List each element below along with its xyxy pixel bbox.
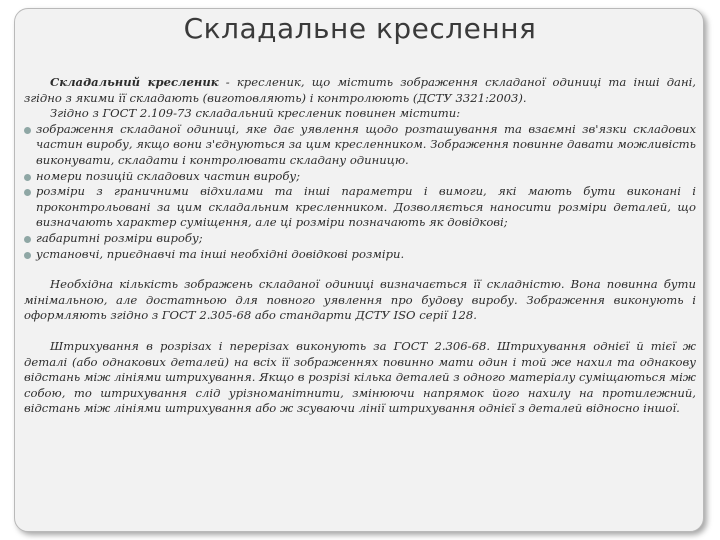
slide-content (24, 75, 696, 417)
hatching-paragraph: Штрихування в розрізах і перерізах виконують за ГОСТ 2.306-68. Штрихування однієї й тієї ж деталі (або однакових деталей) на всіх її зображеннях повинно мати один і той же нахил та однакову відстань між лініями штрихування. Якщо в розрізі кілька деталей з одного матеріалу суміщаються між собою, то штрихування слід урізноманітнити, змінюючи напрямок його нахилу на протилежний, відстань між лініями штрихування або ж зсуваючи лінії штрихування однієї з деталей відносно іншої. (24, 338, 696, 416)
requirement-item: зображення складаної одиниці, яке дає уявлення щодо розташування та взаємні зв'язки складових частин виробу, якщо вони з'єднуються за цим кресленником. Зображення повинне давати можливість виконувати, складати і контролювати складану одиницю. (24, 122, 696, 169)
bullet-icon (24, 127, 31, 134)
bullet-icon (24, 252, 31, 259)
requirement-item: габаритні розміри виробу; (24, 231, 696, 247)
requirement-item: установчі, приєднавчі та інші необхідні довідкові розміри. (24, 247, 696, 263)
requirements-intro: Згідно з ГОСТ 2.109-73 складальний кресленик повинен містити: (50, 106, 461, 121)
definition-term: Складальний кресленик (50, 75, 219, 89)
slide-title: Складальне креслення (183, 12, 537, 45)
requirements-list (24, 122, 696, 262)
requirement-item: розміри з граничними відхилами та інші параметри і вимоги, які мають бути виконані і проконтрольовані за цим складальним кресленником. Дозволяється наносити розміри деталей, що визначають характер суміщення, але ці розміри позначають як довідкові; (24, 184, 696, 231)
views-paragraph: Необхідна кількість зображень складаної одиниці визначається її складністю. Вона повинна бути мінімальною, але достатньою для повного уявлення про будову виробу. Зображення виконують і оформляють згідно з ГОСТ 2.305-68 або стандарти ДСТУ ISO серії 128. (24, 277, 696, 323)
spacer (24, 324, 696, 339)
spacer (24, 262, 696, 277)
bullet-icon (24, 236, 31, 243)
definition-text: - кресленик, що містить зображення складаної одиниці та інші дані, згідно з якими її складають (виготовляють) і контролюють (ДСТУ 3321:2003). (24, 75, 696, 105)
bullet-icon (24, 174, 31, 181)
bullet-icon (24, 189, 31, 196)
definition-paragraph (24, 75, 696, 106)
requirement-item: номери позицій складових частин виробу; (24, 169, 696, 185)
